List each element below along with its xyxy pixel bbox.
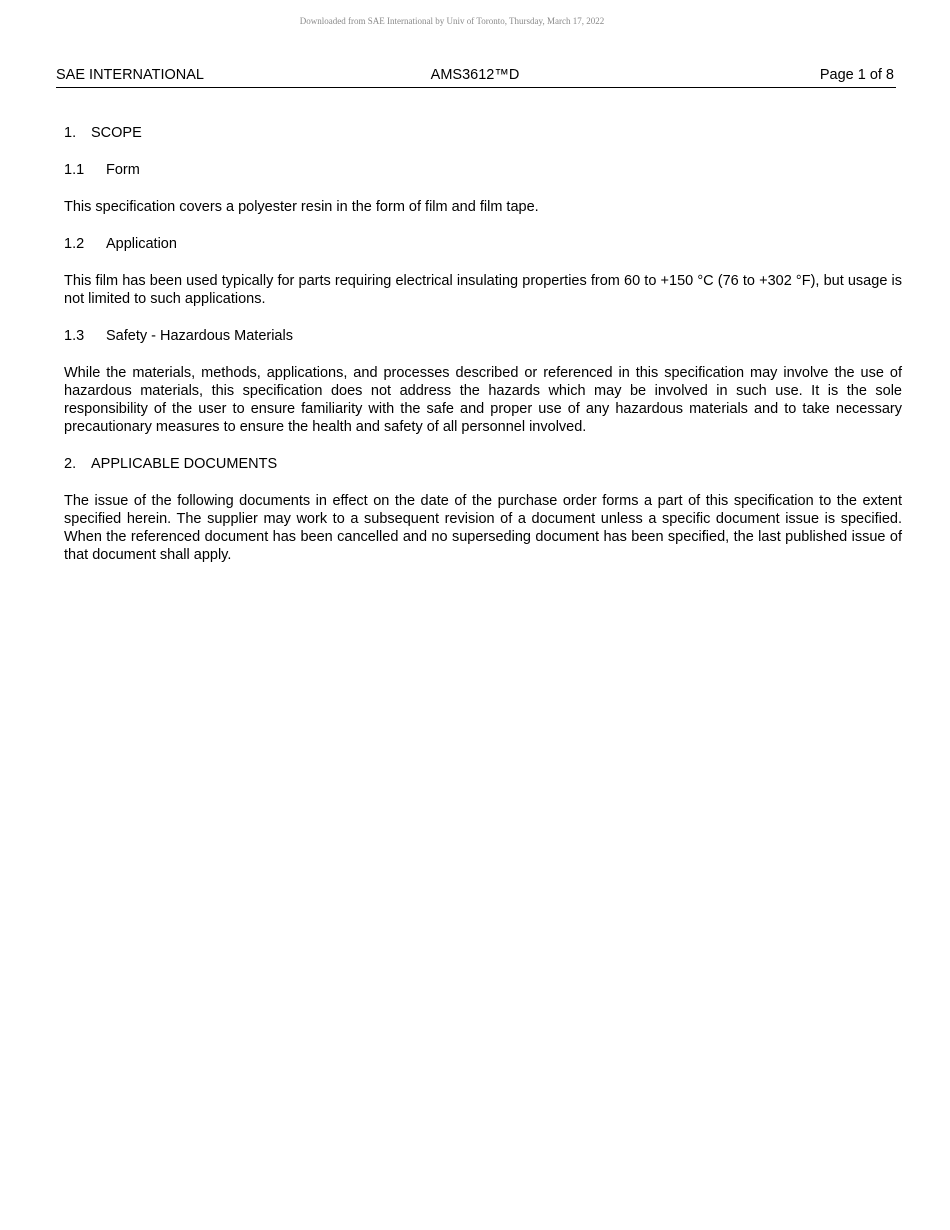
- section-number: 1.1: [64, 162, 85, 178]
- section-number: 1.: [64, 125, 77, 141]
- section-title: Application: [106, 236, 177, 252]
- section-title: SCOPE: [91, 125, 142, 141]
- safety-paragraph: While the materials, methods, applications, and processes described or referenced in this specification may involve the use of hazardous materials, this specification does not address the hazards which may be involved in such use. It is the sole responsibility of the user to ensure familiarity with the safe and proper use of any hazardous materials and to take necessary precautionary measures to ensure the health and safety of all personnel involved.: [64, 365, 902, 435]
- applicable-documents-paragraph: The issue of the following documents in effect on the date of the purchase order forms a part of this specification to the extent specified herein. The supplier may work to a subsequent revision of a document unless a specific document issue is specified. When the referenced document has been cancelled and no superseding document has been specified, the last published issue of that document shall apply.: [64, 493, 902, 563]
- section-heading-scope: [64, 124, 902, 142]
- section-number: 1.2: [64, 236, 85, 252]
- page-number: Page 1 of 8: [819, 67, 894, 83]
- section-title: APPLICABLE DOCUMENTS: [91, 456, 278, 472]
- section-number: 2.: [64, 456, 77, 472]
- section-number: 1.3: [64, 328, 85, 344]
- application-paragraph: This film has been used typically for parts requiring electrical insulating properties from 60 to +150 °C (76 to +302 °F), but usage is not limited to such applications.: [64, 273, 902, 307]
- section-heading-application: [64, 235, 902, 253]
- download-watermark: Downloaded from SAE International by Univ of Toronto, Thursday, March 17, 2022: [299, 16, 605, 26]
- publisher-name: SAE INTERNATIONAL: [56, 67, 204, 83]
- section-heading-form: [64, 161, 902, 179]
- page-header: [56, 67, 896, 88]
- document-body: [64, 124, 902, 583]
- section-heading-applicable-documents: [64, 455, 902, 473]
- section-title: Form: [106, 162, 140, 178]
- section-heading-safety: [64, 327, 902, 345]
- document-id: AMS3612™D: [430, 67, 520, 83]
- section-title: Safety - Hazardous Materials: [106, 328, 293, 344]
- form-paragraph: This specification covers a polyester resin in the form of film and film tape.: [64, 199, 539, 215]
